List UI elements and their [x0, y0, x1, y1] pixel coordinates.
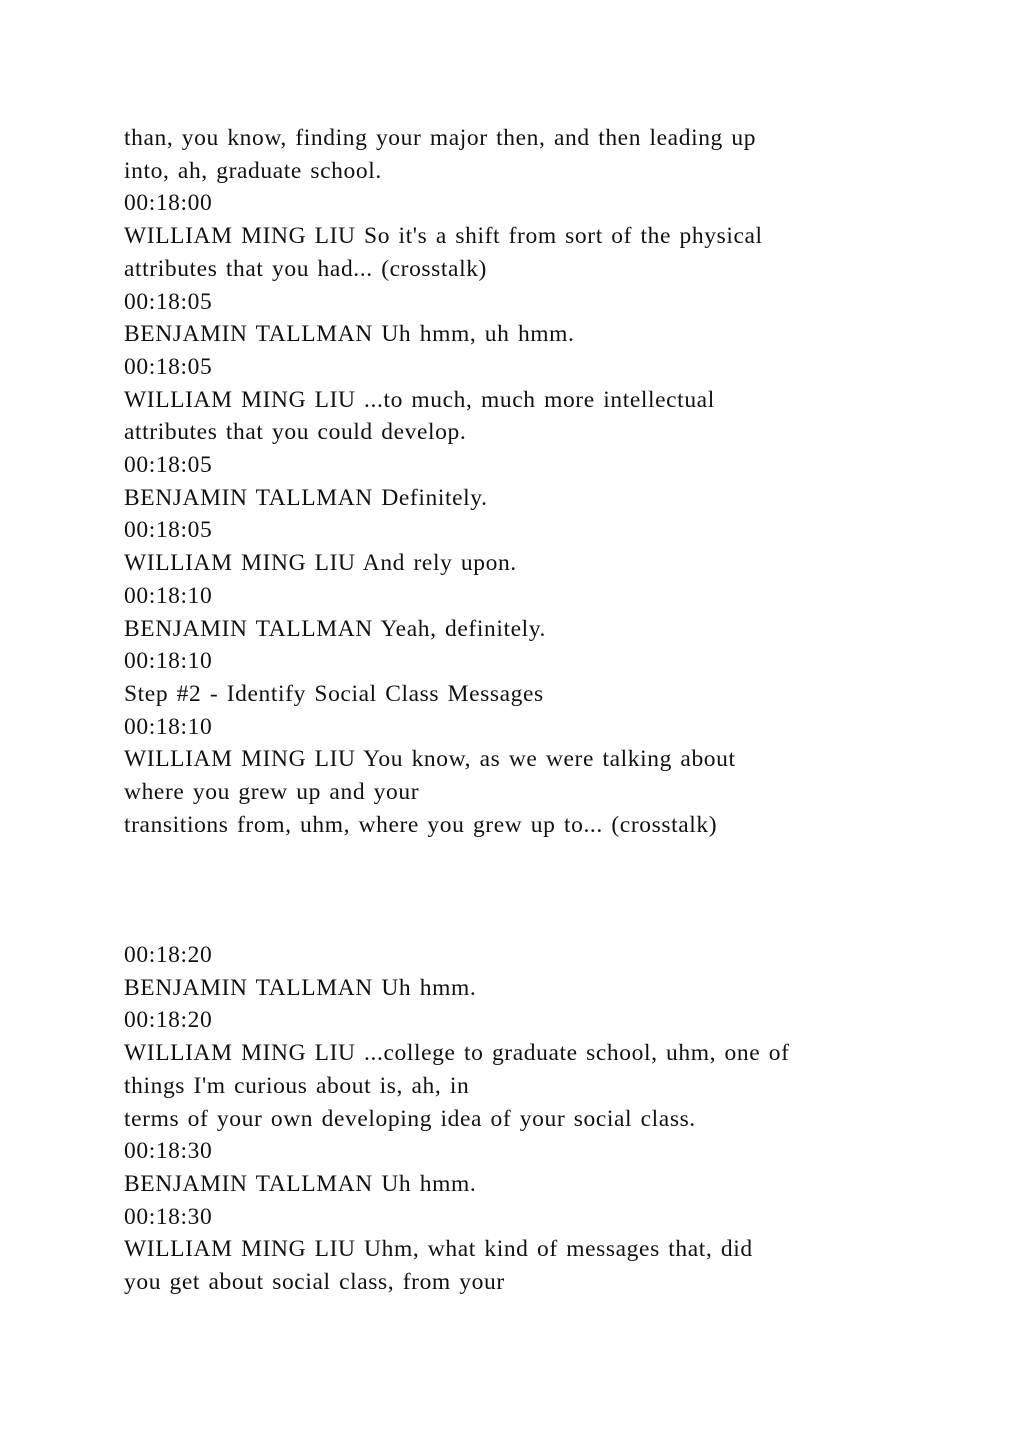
timestamp: 00:18:05: [124, 353, 213, 380]
timestamp: 00:18:10: [124, 713, 213, 740]
timestamp: 00:18:05: [124, 517, 213, 544]
transcript-line: things I'm curious about is, ah, in: [124, 1072, 470, 1099]
timestamp: 00:18:20: [124, 1007, 213, 1034]
transcript-line: BENJAMIN TALLMAN Uh hmm.: [124, 974, 477, 1001]
transcript-line: you get about social class, from your: [124, 1269, 505, 1296]
timestamp: 00:18:30: [124, 1138, 213, 1165]
timestamp: 00:18:10: [124, 582, 213, 609]
transcript-line: attributes that you had... (crosstalk): [124, 255, 487, 282]
transcript-line: BENJAMIN TALLMAN Uh hmm.: [124, 1170, 477, 1197]
transcript-line: BENJAMIN TALLMAN Uh hmm, uh hmm.: [124, 321, 575, 348]
transcript-block-1: [124, 122, 924, 841]
transcript-line: WILLIAM MING LIU Uhm, what kind of messages that, did: [124, 1236, 753, 1263]
timestamp: 00:18:05: [124, 288, 213, 315]
timestamp: 00:18:05: [124, 452, 213, 479]
timestamp: 00:18:10: [124, 648, 213, 675]
transcript-line: transitions from, uhm, where you grew up to... (crosstalk): [124, 811, 718, 838]
timestamp: 00:18:20: [124, 942, 213, 968]
transcript-line: into, ah, graduate school.: [124, 157, 382, 184]
transcript-line: WILLIAM MING LIU And rely upon.: [124, 550, 517, 577]
transcript-line: than, you know, finding your major then, and then leading up: [124, 125, 757, 151]
transcript-line: BENJAMIN TALLMAN Definitely.: [124, 484, 488, 511]
transcript-line: terms of your own developing idea of your social class.: [124, 1105, 696, 1132]
transcript-line: where you grew up and your: [124, 779, 420, 806]
transcript-line: BENJAMIN TALLMAN Yeah, definitely.: [124, 615, 547, 642]
section-heading: Step #2 - Identify Social Class Messages: [124, 680, 544, 707]
transcript-line: WILLIAM MING LIU You know, as we were talking about: [124, 746, 736, 773]
transcript-line: attributes that you could develop.: [124, 419, 467, 446]
transcript-line: WILLIAM MING LIU ...college to graduate school, uhm, one of: [124, 1040, 790, 1067]
transcript-line: WILLIAM MING LIU ...to much, much more intellectual: [124, 386, 715, 413]
transcript-block-2: [124, 939, 924, 1299]
timestamp: 00:18:30: [124, 1203, 213, 1230]
timestamp: 00:18:00: [124, 190, 213, 217]
transcript-line: WILLIAM MING LIU So it's a shift from sort of the physical: [124, 223, 763, 250]
